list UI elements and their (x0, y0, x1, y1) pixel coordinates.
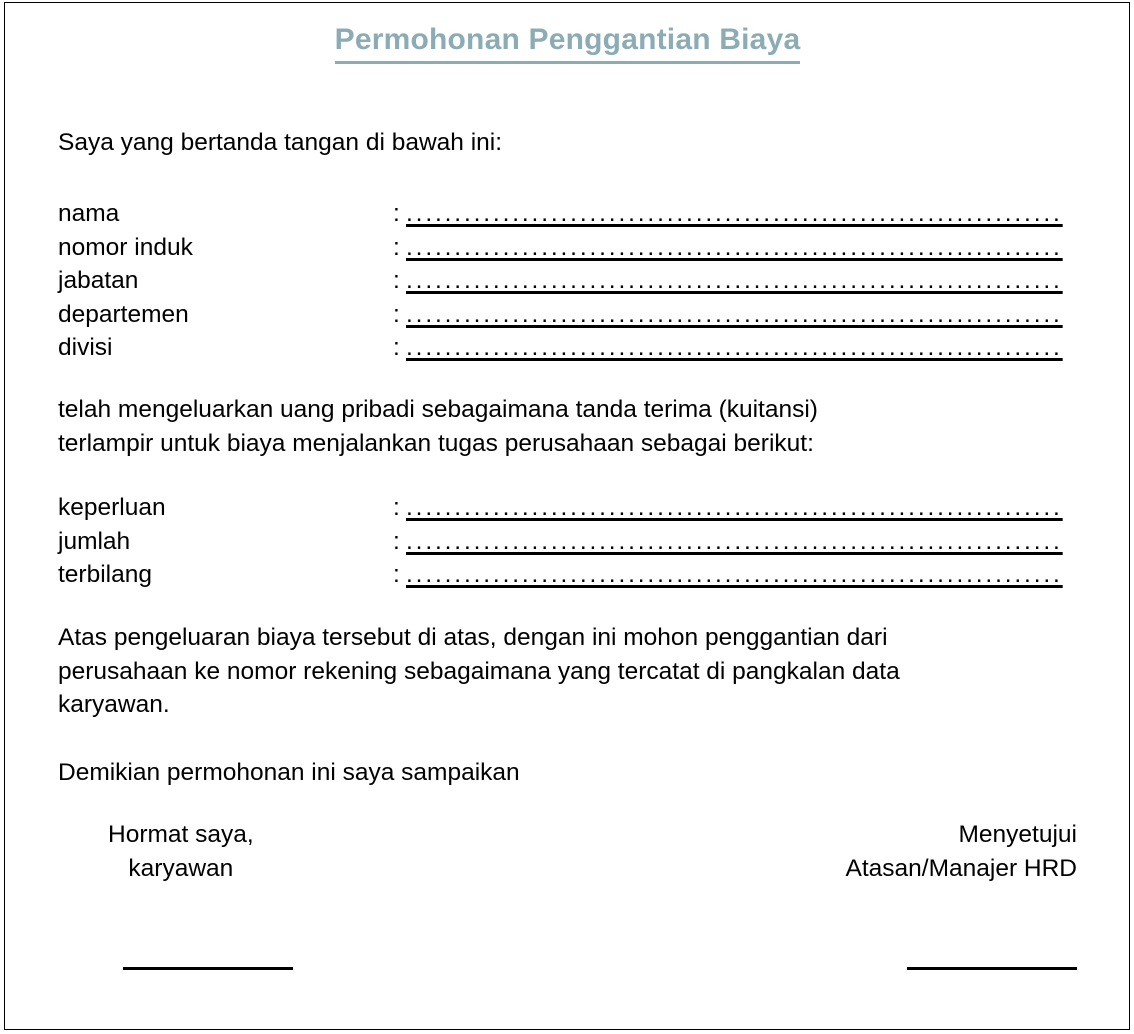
field-colon: : (393, 267, 400, 294)
request-statement-line-1: Atas pengeluaran biaya tersebut di atas, dengan ini mohon penggantian dari (58, 624, 888, 651)
field-label-nama: nama (58, 200, 120, 227)
field-input-nama[interactable]: .................................................................... (406, 200, 1063, 227)
expense-statement-line-1: telah mengeluarkan uang pribadi sebagaimana tanda terima (kuitansi) (58, 396, 818, 423)
field-input-terbilang[interactable]: .................................................................... (406, 561, 1063, 588)
field-input-nomor-induk[interactable]: .................................................................... (406, 233, 1063, 261)
field-label-divisi: divisi (58, 334, 113, 361)
identity-field-group (58, 197, 1077, 365)
field-row-nomor-induk (58, 231, 1077, 265)
field-row-terbilang (58, 558, 1077, 592)
page-title (58, 23, 1077, 64)
field-row-keperluan (58, 491, 1077, 525)
field-row-jabatan (58, 264, 1077, 298)
field-input-departemen[interactable]: .................................................................... (406, 300, 1063, 328)
signature-block-approver (846, 818, 1077, 886)
request-statement-line-3: karyawan. (58, 691, 170, 718)
signature-employee-line-2: karyawan (128, 855, 234, 882)
signature-line-section (58, 951, 1077, 970)
signature-employee-line-1: Hormat saya, (108, 821, 254, 848)
request-statement-paragraph (58, 621, 1080, 722)
field-colon: : (393, 494, 400, 521)
expense-statement-paragraph (58, 393, 1068, 460)
request-statement-line-2: perusahaan ke nomor rekening sebagaimana yang tercatat di pangkalan data (58, 657, 900, 685)
expense-statement-line-2: terlampir untuk biaya menjalankan tugas perusahaan sebagai berikut: (58, 429, 814, 457)
field-input-keperluan[interactable]: .................................................................... (406, 494, 1063, 521)
expense-field-group (58, 491, 1077, 592)
field-colon: : (393, 334, 400, 361)
closing-statement-paragraph (58, 756, 1068, 790)
field-label-terbilang: terbilang (58, 561, 152, 588)
signature-line-employee[interactable] (123, 951, 293, 970)
field-input-divisi[interactable]: .................................................................... (406, 334, 1063, 361)
signature-section (58, 818, 1077, 886)
field-colon: : (393, 527, 400, 555)
field-label-departemen: departemen (58, 300, 189, 328)
field-colon: : (393, 233, 400, 261)
field-label-keperluan: keperluan (58, 494, 166, 521)
page-title-text: Permohonan Penggantian Biaya (335, 23, 801, 64)
field-row-departemen (58, 298, 1077, 332)
field-colon: : (393, 300, 400, 328)
signature-block-employee (108, 818, 254, 886)
signature-line-approver[interactable] (907, 951, 1077, 970)
field-label-jumlah: jumlah (58, 527, 131, 555)
closing-statement-line-1: Demikian permohonan ini saya sampaikan (58, 759, 520, 786)
field-row-divisi (58, 331, 1077, 365)
field-row-jumlah (58, 525, 1077, 559)
intro-paragraph: Saya yang bertanda tangan di bawah ini: (58, 129, 503, 156)
field-label-nomor-induk: nomor induk (58, 233, 193, 261)
field-label-jabatan: jabatan (58, 267, 139, 294)
field-colon: : (393, 200, 400, 227)
field-colon: : (393, 561, 400, 588)
signature-approver-line-2: Atasan/Manajer HRD (845, 855, 1077, 882)
field-row-nama (58, 197, 1077, 231)
document-content (58, 3, 1077, 1029)
document-page (4, 2, 1130, 1030)
field-input-jabatan[interactable]: .................................................................... (406, 267, 1063, 294)
field-input-jumlah[interactable]: .................................................................... (406, 527, 1063, 555)
signature-approver-line-1: Menyetujui (958, 821, 1077, 848)
